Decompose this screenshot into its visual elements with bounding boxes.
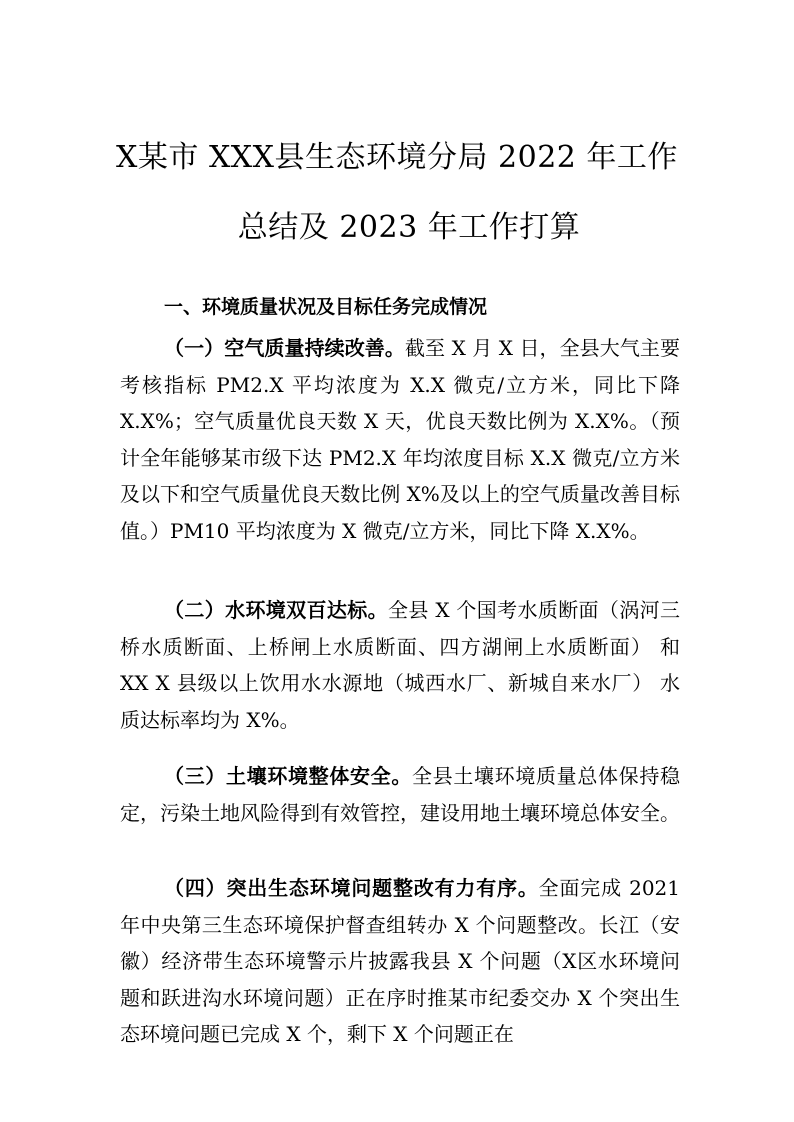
paragraph-soil-quality <box>120 758 680 831</box>
document-title-line-1: X某市 XXX县生态环境分局 2022 年工作 <box>116 140 678 175</box>
paragraph-lead: （二）水环境双百达标。 <box>164 598 388 622</box>
paragraph-lead: （三）土壤环境整体安全。 <box>164 764 412 788</box>
paragraph-body: 截至 X 月 X 日，全县大气主要考核指标 PM2.X 平均浓度为 X.X 微克/立方米，同比下降 X.X%；空气质量优良天数 X 天，优良天数比例为 X.X%。（预计全年能够某市级下达 PM2.X 年均浓度目标 X.X 微克/立方米及以下和空气质量优良天数比例 X%及以上的空气质量改善目标值。）PM10 平均浓度为 X 微克/立方米，同比下降 X.X%。 <box>120 336 681 543</box>
document-title-line-2: 总结及 2023 年工作打算 <box>237 210 581 245</box>
paragraph-body: 全县土壤环境质量总体保持稳定，污染土地风险得到有效管控，建设用地土壤环境总体安全。 <box>120 764 680 825</box>
paragraph-body: 全县 X 个国考水质断面（涡河三桥水质断面、上桥闸上水质断面、四方湖闸上水质断面） 和 XX X 县级以上饮用水水源地（城西水厂、新城自来水厂） 水质达标率均为 X%。 <box>120 598 681 732</box>
paragraph-water-quality <box>120 592 680 738</box>
paragraph-air-quality <box>120 330 680 549</box>
paragraph-rectification <box>120 870 680 1053</box>
paragraph-lead: （四）突出生态环境问题整改有力有序。 <box>164 876 539 900</box>
paragraph-lead: （一）空气质量持续改善。 <box>164 336 405 360</box>
paragraph-body: 全面完成 2021 年中央第三生态环境保护督查组转办 X 个问题整改。长江（安徽）经济带生态环境警示片披露我县 X 个问题（X区水环境问题和跃进沟水环境问题）正在序时推某市纪委交办 X 个突出生态环境问题已完成 X 个，剩下 X 个问题正在 <box>120 876 681 1046</box>
section-heading: 一、环境质量状况及目标任务完成情况 <box>164 296 488 318</box>
